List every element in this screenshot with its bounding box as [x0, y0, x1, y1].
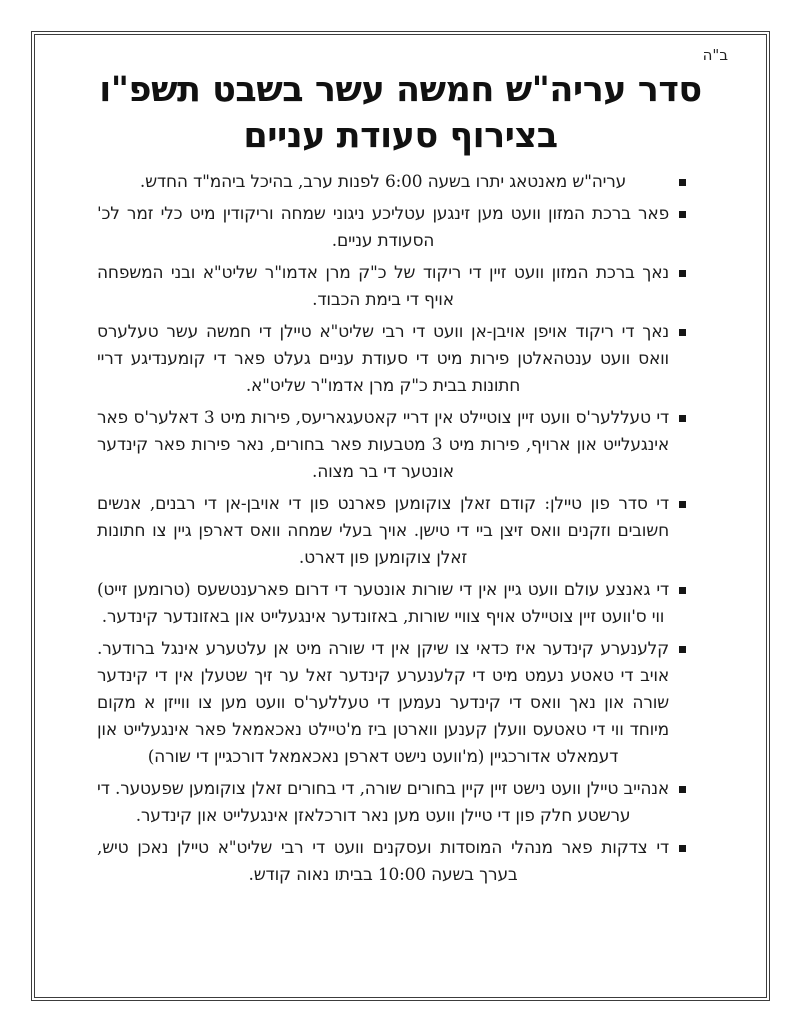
bullet-square-icon: [679, 329, 686, 336]
bullet-square-icon: [679, 270, 686, 277]
bullet-text: קלענערע קינדער איז כדאי צו שיקן אין די שורה מיט אן עלטערע אינגל ברודער. אויב די טאטע נעמט מיט די קלענערע קינדער זאל ער זיך שטעלן אין די קינדער שורה און נאך וואס די קינדער נעמען די טעללער'ס וועט מען צו ווייזן א מקום מיוחד ווי די טאטעס וועלן קענען ווארטן ביז מ'טיילט נאכאמאל פאר אינגעלייט און דעמאלט אדורכגיין (מ'וועט נישט דארפן נאכאמאל דורכגיין די שורה): [97, 639, 669, 767]
bullet-item: [97, 201, 686, 255]
bullet-item: [97, 577, 686, 631]
bh-header-note: ב"ה: [702, 46, 728, 64]
bullet-text: עריה"ש מאנטאג יתרו בשעה 6:00 לפנות ערב, בהיכל ביהמ"ד החדש.: [139, 172, 627, 192]
bullet-item: [97, 491, 686, 572]
bullet-item: [97, 776, 686, 830]
bullet-text: די טעללער'ס וועט זיין צוטיילט אין דריי קאטעגאריעס, פירות מיט 3 דאלער'ס פאר אינגעלייט און ארויף, פירות מיט 3 מטבעות פאר בחורים, נאר פירות פאר קינדער אונטער די בר מצוה.: [97, 408, 670, 482]
bullet-text: נאך ברכת המזון וועט זיין די ריקוד של כ"ק מרן אדמו"ר שליט"א ובני המשפחה אויף די בימת הכבוד.: [97, 263, 669, 310]
title-line-2: בצירוף סעודת עניים: [243, 116, 558, 156]
bullet-item: [97, 405, 686, 486]
bullet-square-icon: [679, 587, 686, 594]
bullet-square-icon: [679, 501, 686, 508]
bullet-text: נאך די ריקוד אויפן אויבן-אן וועט די רבי שליט"א טיילן די חמשה עשר טעלערס וואס וועט ענטהאלטן פירות מיט די סעודת עניים געלט פאר די קומענדיגע דריי חתונות בבית כ"ק מרן אדמו"ר שליט"א.: [97, 322, 669, 396]
bullet-square-icon: [679, 211, 686, 218]
bullet-text: די סדר פון טיילן: קודם זאלן צוקומען פארנט פון די אויבן-אן די רבנים, אנשים חשובים וזקנים וואס זיצן ביי די טישן. אויך בעלי שמחה וואס דארפן גיין צו חתונות זאלן צוקומען פון דארט.: [97, 494, 669, 568]
document-title: [35, 67, 766, 159]
bullet-item: [97, 636, 686, 771]
title-line-1: סדר עריה"ש חמשה עשר בשבט תשפ"ו: [99, 70, 702, 110]
bullet-item: [97, 169, 686, 196]
page-border-frame: [31, 31, 770, 1001]
bullet-text: פאר ברכת המזון וועט מען זינגען עטליכע ניגוני שמחה וריקודין מיט כלי זמר לכ' הסעודת עניים.: [97, 204, 669, 251]
bullet-item: [97, 260, 686, 314]
bullet-item: [97, 319, 686, 400]
bullet-text: די גאנצע עולם וועט גיין אין די שורות אונטער די דרום פארענטשעס (טרומען זייט) ווי ס'וועט זיין צוטיילט אויף צוויי שורות, באזונדער אינגעלייט און באזונדער קינדער.: [97, 580, 669, 627]
bullet-square-icon: [679, 646, 686, 653]
bullet-square-icon: [679, 179, 686, 186]
bullet-text: אנהייב טיילן וועט נישט זיין קיין בחורים שורה, די בחורים זאלן צוקומען שפעטער. די ערשטע חלק פון די טיילן וועט מען נאר דורכלאזן אינגעלייט און קינדער.: [97, 779, 669, 826]
bullet-square-icon: [679, 415, 686, 422]
bullet-text: די צדקות פאר מנהלי המוסדות ועסקנים וועט די רבי שליט"א טיילן נאכן טיש, בערך בשעה 10:00 בביתו נאוה קודש.: [97, 838, 670, 885]
bullet-list: [35, 169, 766, 889]
bullet-item: [97, 835, 686, 889]
bullet-square-icon: [679, 845, 686, 852]
bullet-square-icon: [679, 786, 686, 793]
